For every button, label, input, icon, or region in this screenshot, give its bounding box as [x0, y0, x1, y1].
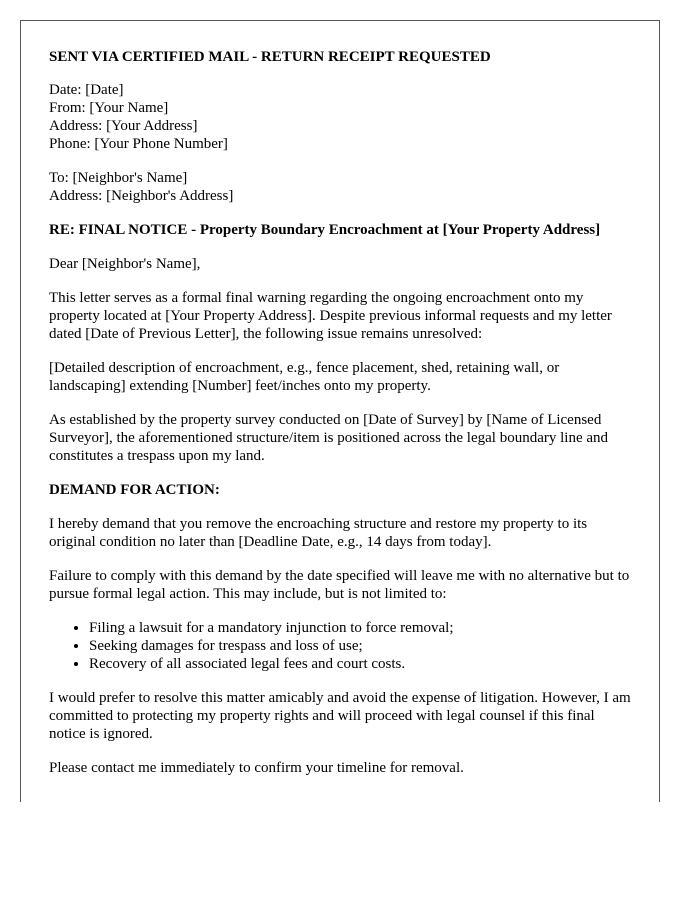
- recipient-name: To: [Neighbor's Name]: [49, 170, 188, 186]
- list-item: • Seeking damages for trespass and loss of use;: [89, 637, 631, 655]
- letter-heading: SENT VIA CERTIFIED MAIL - RETURN RECEIPT REQUESTED: [49, 49, 491, 65]
- demand-paragraph: Failure to comply with this demand by the date specified will leave me with no alternative but to pursue formal legal action. This may include, but is not limited to:: [49, 568, 630, 602]
- letter-page: [20, 20, 660, 802]
- sender-phone: Phone: [Your Phone Number]: [49, 136, 228, 152]
- sender-block: [49, 81, 631, 153]
- legal-actions-list: [49, 619, 631, 673]
- salutation: Dear [Neighbor's Name],: [49, 256, 201, 272]
- list-item: • Filing a lawsuit for a mandatory injunction to force removal;: [89, 619, 631, 637]
- sender-address: Address: [Your Address]: [49, 118, 198, 134]
- recipient-address: Address: [Neighbor's Address]: [49, 188, 234, 204]
- body-paragraph: This letter serves as a formal final warning regarding the ongoing encroachment onto my property located at [Your Property Address]. Despite previous informal requests and my letter dated [Date of Previous Letter], the following issue remains unresolved:: [49, 290, 612, 342]
- closing-paragraph: I would prefer to resolve this matter amicably and avoid the expense of litigation. However, I am committed to protecting my property rights and will proceed with legal counsel if this final notice is ignored.: [49, 690, 631, 742]
- demand-title: DEMAND FOR ACTION:: [49, 482, 220, 498]
- closing-paragraph: Please contact me immediately to confirm your timeline for removal.: [49, 760, 464, 776]
- recipient-block: [49, 169, 631, 205]
- sender-name: From: [Your Name]: [49, 100, 169, 116]
- body-paragraph: As established by the property survey conducted on [Date of Survey] by [Name of Licensed Surveyor], the aforementioned structure/item is positioned across the legal boundary line and constitutes a trespass upon my land.: [49, 412, 609, 464]
- demand-paragraph: I hereby demand that you remove the encroaching structure and restore my property to its original condition no later than [Deadline Date, e.g., 14 days from today].: [49, 516, 588, 550]
- list-item: • Recovery of all associated legal fees and court costs.: [89, 655, 631, 673]
- body-paragraph: [Detailed description of encroachment, e.g., fence placement, shed, retaining wall, or landscaping] extending [Number] feet/inches onto my property.: [49, 360, 560, 394]
- sender-date: Date: [Date]: [49, 82, 124, 98]
- subject-line: RE: FINAL NOTICE - Property Boundary Encroachment at [Your Property Address]: [49, 222, 601, 238]
